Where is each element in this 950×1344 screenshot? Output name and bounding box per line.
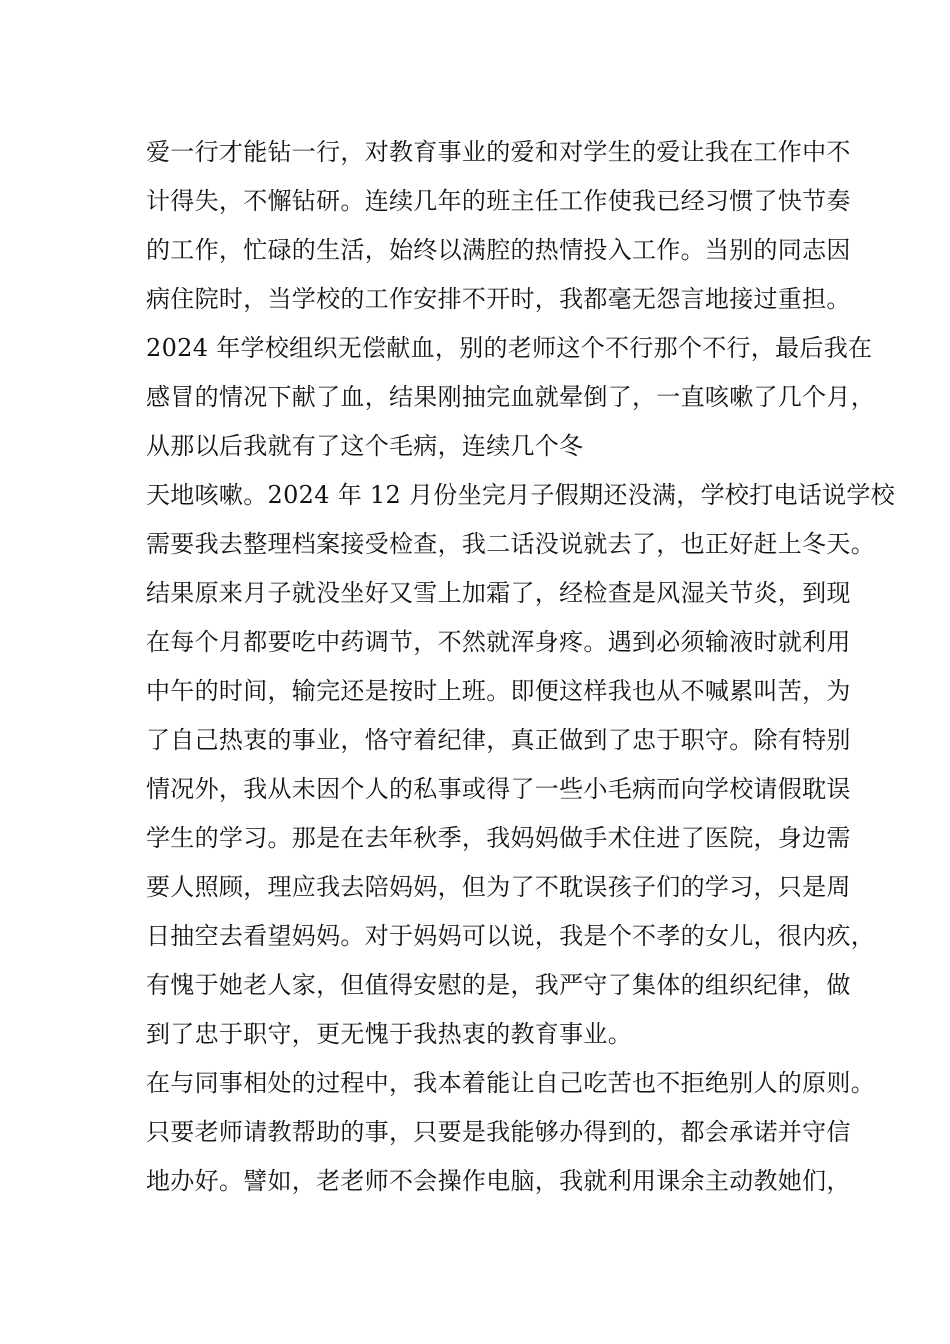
text-line: 了自己热衷的事业，恪守着纪律，真正做到了忠于职守。除有特别 — [146, 726, 851, 754]
text-line: 中午的时间，输完还是按时上班。即便这样我也从不喊累叫苦，为 — [146, 677, 851, 705]
text-line: 从那以后我就有了这个毛病，连续几个冬 — [146, 432, 584, 460]
text-line: 需要我去整理档案接受检查，我二话没说就去了，也正好赶上冬天。 — [146, 530, 875, 558]
text-line: 地办好。譬如，老老师不会操作电脑，我就利用课余主动教她们， — [146, 1167, 851, 1195]
text-line: 有愧于她老人家，但值得安慰的是，我严守了集体的组织纪律，做 — [146, 971, 851, 999]
body-text — [146, 128, 896, 1206]
text-line: 爱一行才能钻一行，对教育事业的爱和对学生的爱让我在工作中不 — [146, 138, 851, 166]
text-line: 在每个月都要吃中药调节，不然就浑身疼。遇到必须输液时就利用 — [146, 628, 851, 656]
text-line: 学生的学习。那是在去年秋季，我妈妈做手术住进了医院，身边需 — [146, 824, 851, 852]
text-line: 情况外，我从未因个人的私事或得了一些小毛病而向学校请假耽误 — [146, 775, 851, 803]
text-line: 日抽空去看望妈妈。对于妈妈可以说，我是个不孝的女儿，很内疚， — [146, 922, 875, 950]
text-line: 感冒的情况下献了血，结果刚抽完血就晕倒了，一直咳嗽了几个月， — [146, 383, 875, 411]
text-line: 在与同事相处的过程中，我本着能让自己吃苦也不拒绝别人的原则。 — [146, 1069, 875, 1097]
text-line: 结果原来月子就没坐好又雪上加霜了，经检查是风湿关节炎，到现 — [146, 579, 851, 607]
text-line: 的工作，忙碌的生活，始终以满腔的热情投入工作。当别的同志因 — [146, 236, 851, 264]
text-line: 2024 年学校组织无偿献血，别的老师这个不行那个不行，最后我在 — [146, 334, 873, 362]
text-line: 计得失，不懈钻研。连续几年的班主任工作使我已经习惯了快节奏 — [146, 187, 851, 215]
text-line: 到了忠于职守，更无愧于我热衷的教育事业。 — [146, 1020, 632, 1048]
text-line: 要人照顾，理应我去陪妈妈，但为了不耽误孩子们的学习，只是周 — [146, 873, 851, 901]
text-line: 病住院时，当学校的工作安排不开时，我都毫无怨言地接过重担。 — [146, 285, 851, 313]
text-line: 只要老师请教帮助的事，只要是我能够办得到的，都会承诺并守信 — [146, 1118, 851, 1146]
text-line: 天地咳嗽。2024 年 12 月份坐完月子假期还没满，学校打电话说学校 — [146, 481, 896, 509]
